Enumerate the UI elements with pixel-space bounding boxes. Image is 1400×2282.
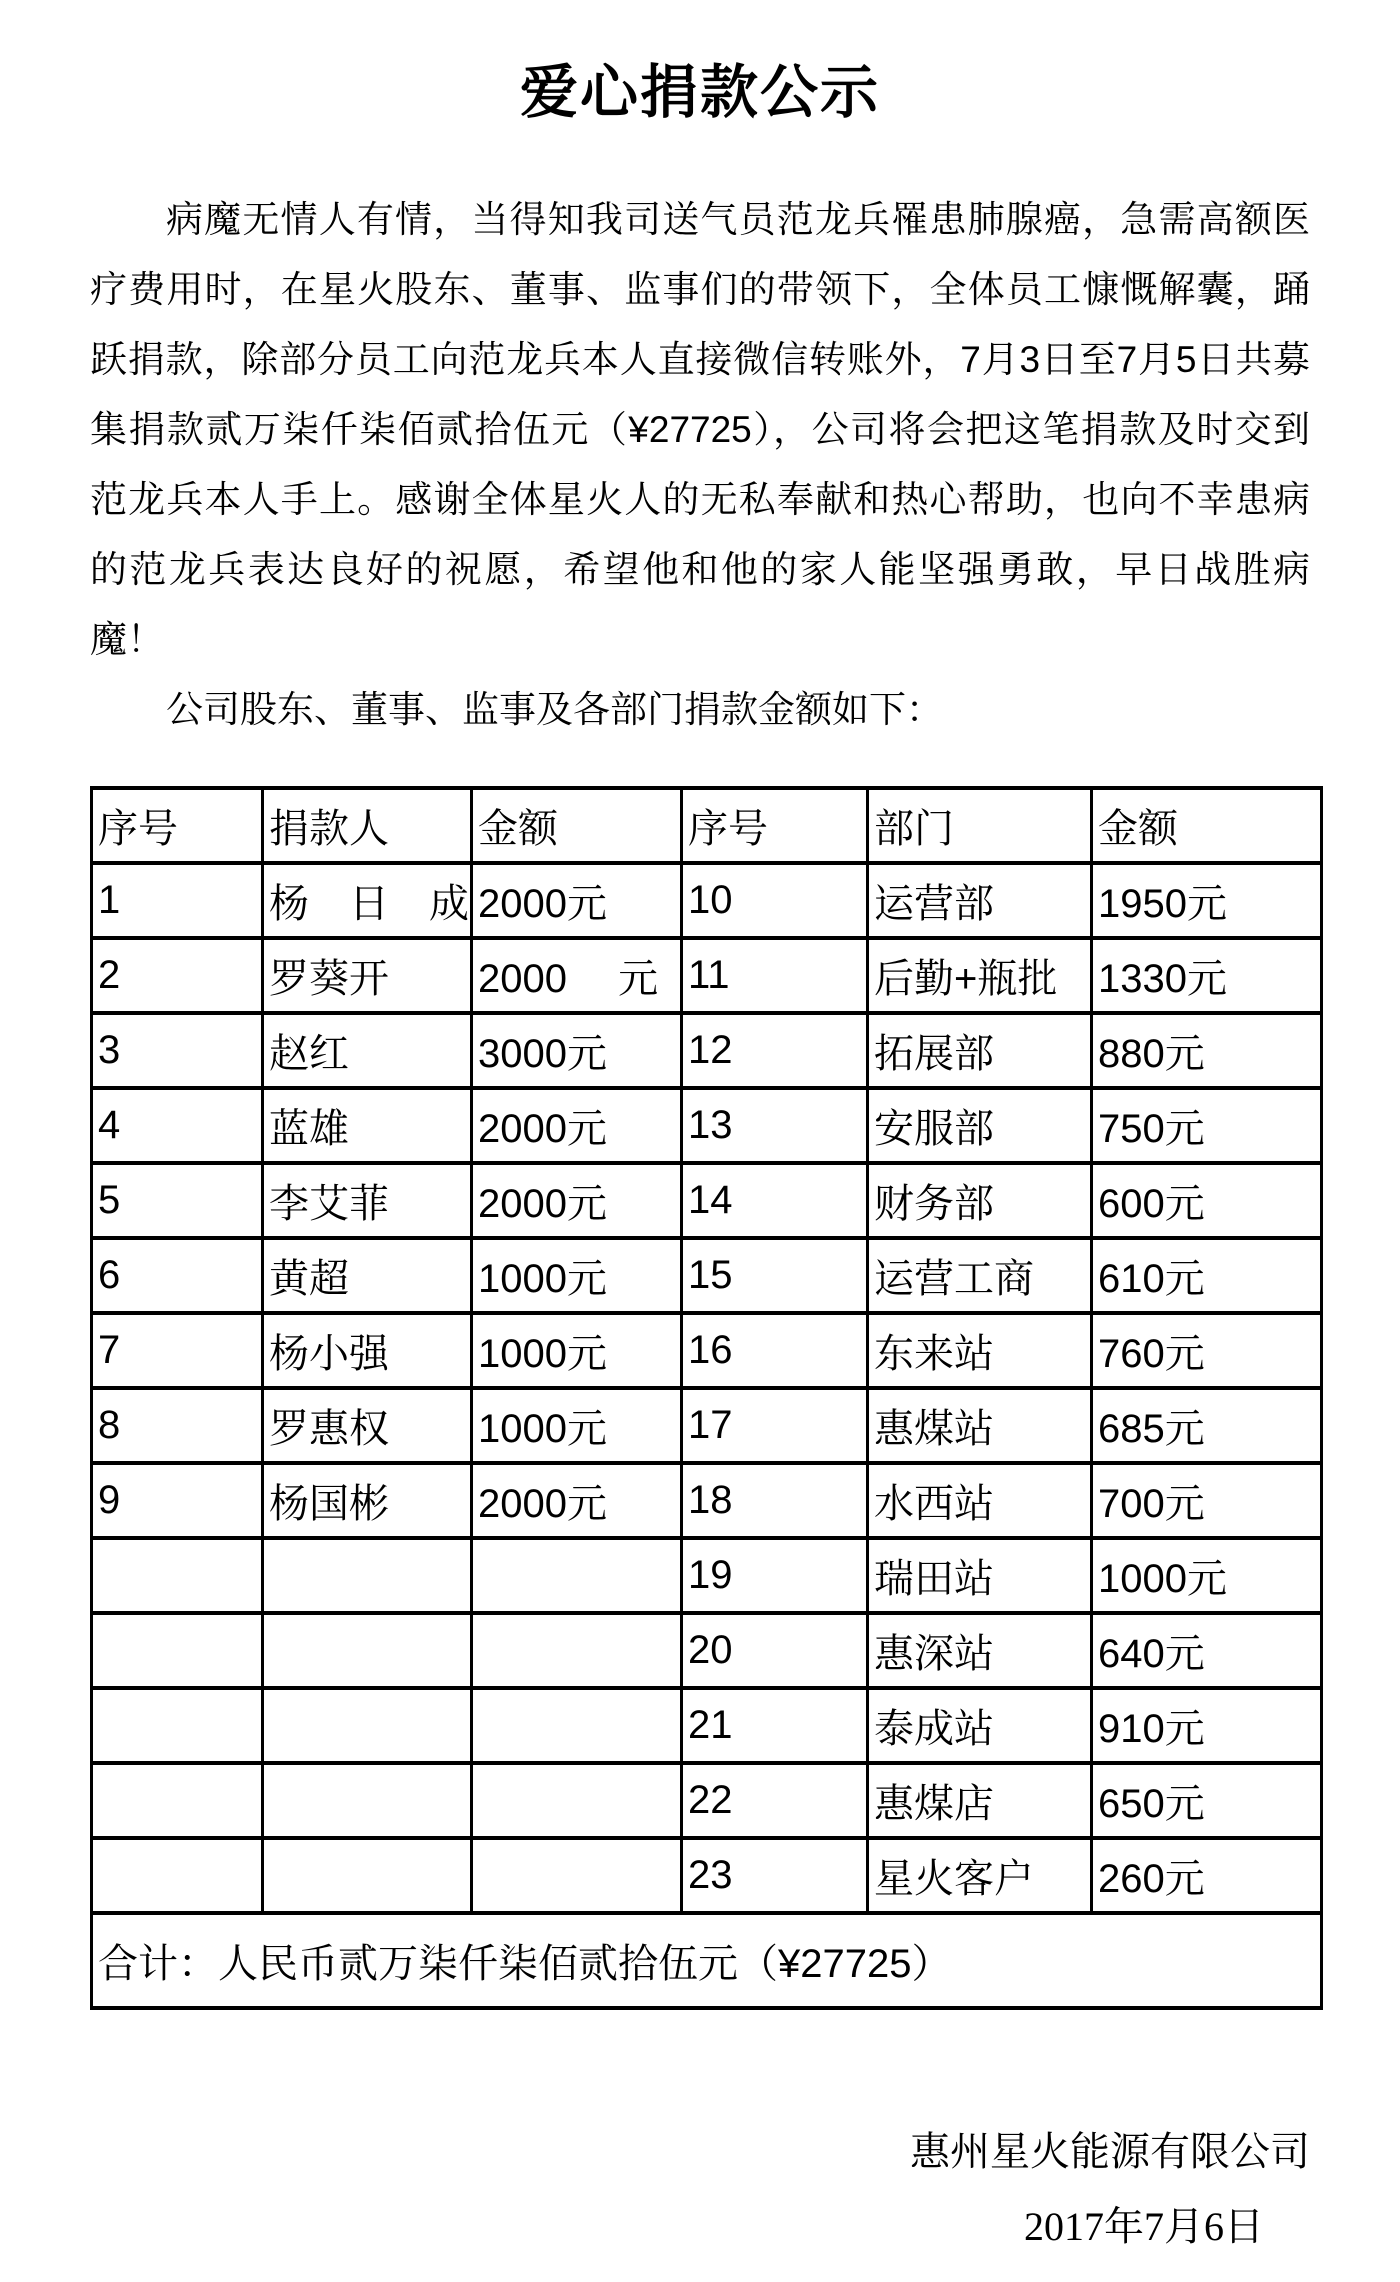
table-cell: 罗惠权 xyxy=(263,1388,472,1463)
table-cell: 财务部 xyxy=(868,1163,1092,1238)
table-cell: 2000元 xyxy=(472,1088,682,1163)
table-cell xyxy=(472,1613,682,1688)
table-cell: 黄超 xyxy=(263,1238,472,1313)
header-cell-donor: 捐款人 xyxy=(263,788,472,863)
table-cell: 2000 元 xyxy=(472,938,682,1013)
table-cell: 后勤+瓶批 xyxy=(868,938,1092,1013)
table-cell: 700元 xyxy=(1092,1463,1322,1538)
table-row xyxy=(92,938,1322,1013)
table-cell: 11 xyxy=(682,938,868,1013)
table-cell xyxy=(92,1613,263,1688)
table-cell xyxy=(92,1538,263,1613)
table-cell: 瑞田站 xyxy=(868,1538,1092,1613)
table-cell xyxy=(92,1688,263,1763)
table-cell xyxy=(472,1538,682,1613)
paragraph-line: 疗费用时，在星火股东、董事、监事们的带领下，全体员工慷慨解囊，踊 xyxy=(90,269,1310,310)
table-cell: 23 xyxy=(682,1838,868,1913)
header-cell-amount-left: 金额 xyxy=(472,788,682,863)
table-cell: 李艾菲 xyxy=(263,1163,472,1238)
table-cell: 杨国彬 xyxy=(263,1463,472,1538)
table-cell xyxy=(92,1763,263,1838)
paragraph-line: 范龙兵本人手上。感谢全体星火人的无私奉献和热心帮助，也向不幸患病 xyxy=(90,479,1310,520)
table-cell xyxy=(263,1538,472,1613)
table-cell: 6 xyxy=(92,1238,263,1313)
table-header-row xyxy=(92,788,1322,863)
table-row xyxy=(92,1838,1322,1913)
table-cell: 1000元 xyxy=(472,1238,682,1313)
table-cell: 赵红 xyxy=(263,1013,472,1088)
table-cell: 880元 xyxy=(1092,1013,1322,1088)
table-cell: 惠煤站 xyxy=(868,1388,1092,1463)
table-cell: 10 xyxy=(682,863,868,938)
table-cell: 安服部 xyxy=(868,1088,1092,1163)
table-cell: 拓展部 xyxy=(868,1013,1092,1088)
table-cell: 4 xyxy=(92,1088,263,1163)
paragraph-line: 集捐款贰万柒仟柒佰贰拾伍元（¥27725），公司将会把这笔捐款及时交到 xyxy=(90,409,1310,450)
table-cell xyxy=(263,1688,472,1763)
table-cell: 9 xyxy=(92,1463,263,1538)
donation-table-body xyxy=(92,863,1322,1913)
paragraph-line: 跃捐款，除部分员工向范龙兵本人直接微信转账外，7月3日至7月5日共募 xyxy=(90,339,1310,380)
total-row xyxy=(92,1913,1322,2008)
table-cell: 1000元 xyxy=(472,1388,682,1463)
table-cell: 760元 xyxy=(1092,1313,1322,1388)
table-cell xyxy=(472,1838,682,1913)
table-cell: 2000元 xyxy=(472,1163,682,1238)
table-cell: 罗葵开 xyxy=(263,938,472,1013)
company-name: 惠州星火能源有限公司 xyxy=(910,2129,1310,2174)
table-row xyxy=(92,1163,1322,1238)
table-cell: 运营工商 xyxy=(868,1238,1092,1313)
table-cell: 14 xyxy=(682,1163,868,1238)
table-cell: 20 xyxy=(682,1613,868,1688)
table-cell: 惠煤店 xyxy=(868,1763,1092,1838)
paragraph-line: 病魔无情人有情，当得知我司送气员范龙兵罹患肺腺癌，急需高额医 xyxy=(166,199,1310,240)
donation-table xyxy=(90,786,1323,2010)
table-cell: 21 xyxy=(682,1688,868,1763)
table-cell: 18 xyxy=(682,1463,868,1538)
table-cell: 3 xyxy=(92,1013,263,1088)
table-cell xyxy=(472,1763,682,1838)
table-row xyxy=(92,863,1322,938)
date-line: 2017年7月6日 xyxy=(1024,2204,1264,2249)
table-cell: 910元 xyxy=(1092,1688,1322,1763)
table-cell: 22 xyxy=(682,1763,868,1838)
table-row xyxy=(92,1538,1322,1613)
table-cell: 15 xyxy=(682,1238,868,1313)
table-cell: 16 xyxy=(682,1313,868,1388)
table-cell xyxy=(92,1838,263,1913)
table-cell: 运营部 xyxy=(868,863,1092,938)
table-cell xyxy=(263,1763,472,1838)
table-row xyxy=(92,1763,1322,1838)
header-cell-index-right: 序号 xyxy=(682,788,868,863)
paragraph-line: 的范龙兵表达良好的祝愿，希望他和他的家人能坚强勇敢，早日战胜病 xyxy=(90,549,1310,590)
table-cell: 17 xyxy=(682,1388,868,1463)
table-cell: 5 xyxy=(92,1163,263,1238)
table-cell xyxy=(263,1838,472,1913)
table-row xyxy=(92,1688,1322,1763)
total-cell: 合计：人民币贰万柒仟柒佰贰拾伍元（¥27725） xyxy=(92,1913,1322,2008)
table-cell: 2000元 xyxy=(472,863,682,938)
table-row xyxy=(92,1088,1322,1163)
signature-block xyxy=(90,2114,1310,2264)
table-cell: 19 xyxy=(682,1538,868,1613)
table-cell: 2000元 xyxy=(472,1463,682,1538)
donation-table-total xyxy=(92,1913,1322,2008)
table-row xyxy=(92,1313,1322,1388)
table-row xyxy=(92,1388,1322,1463)
table-cell: 1 xyxy=(92,863,263,938)
table-row xyxy=(92,1613,1322,1688)
table-cell: 12 xyxy=(682,1013,868,1088)
header-cell-amount-right: 金额 xyxy=(1092,788,1322,863)
table-cell: 泰成站 xyxy=(868,1688,1092,1763)
table-cell: 685元 xyxy=(1092,1388,1322,1463)
table-cell: 杨小强 xyxy=(263,1313,472,1388)
table-cell xyxy=(472,1688,682,1763)
announcement-paragraph xyxy=(90,185,1310,675)
table-cell: 650元 xyxy=(1092,1763,1322,1838)
table-row xyxy=(92,1463,1322,1538)
table-row xyxy=(92,1013,1322,1088)
table-cell: 8 xyxy=(92,1388,263,1463)
table-cell: 3000元 xyxy=(472,1013,682,1088)
table-cell: 杨 日 成 xyxy=(263,863,472,938)
table-cell: 星火客户 xyxy=(868,1838,1092,1913)
table-cell: 750元 xyxy=(1092,1088,1322,1163)
table-cell: 640元 xyxy=(1092,1613,1322,1688)
table-cell: 7 xyxy=(92,1313,263,1388)
header-cell-index-left: 序号 xyxy=(92,788,263,863)
table-cell: 水西站 xyxy=(868,1463,1092,1538)
table-cell: 1000元 xyxy=(472,1313,682,1388)
table-intro-line: 公司股东、董事、监事及各部门捐款金额如下： xyxy=(166,689,943,730)
page-title: 爱心捐款公示 xyxy=(519,60,880,125)
table-cell: 13 xyxy=(682,1088,868,1163)
table-cell xyxy=(263,1613,472,1688)
table-cell: 600元 xyxy=(1092,1163,1322,1238)
table-row xyxy=(92,1238,1322,1313)
table-cell: 260元 xyxy=(1092,1838,1322,1913)
table-cell: 1330元 xyxy=(1092,938,1322,1013)
donation-table-header xyxy=(92,788,1322,863)
table-cell: 2 xyxy=(92,938,263,1013)
header-cell-department: 部门 xyxy=(868,788,1092,863)
table-cell: 610元 xyxy=(1092,1238,1322,1313)
table-cell: 惠深站 xyxy=(868,1613,1092,1688)
table-cell: 1950元 xyxy=(1092,863,1322,938)
paragraph-line: 魔！ xyxy=(90,619,164,660)
table-cell: 1000元 xyxy=(1092,1538,1322,1613)
table-cell: 蓝雄 xyxy=(263,1088,472,1163)
table-cell: 东来站 xyxy=(868,1313,1092,1388)
